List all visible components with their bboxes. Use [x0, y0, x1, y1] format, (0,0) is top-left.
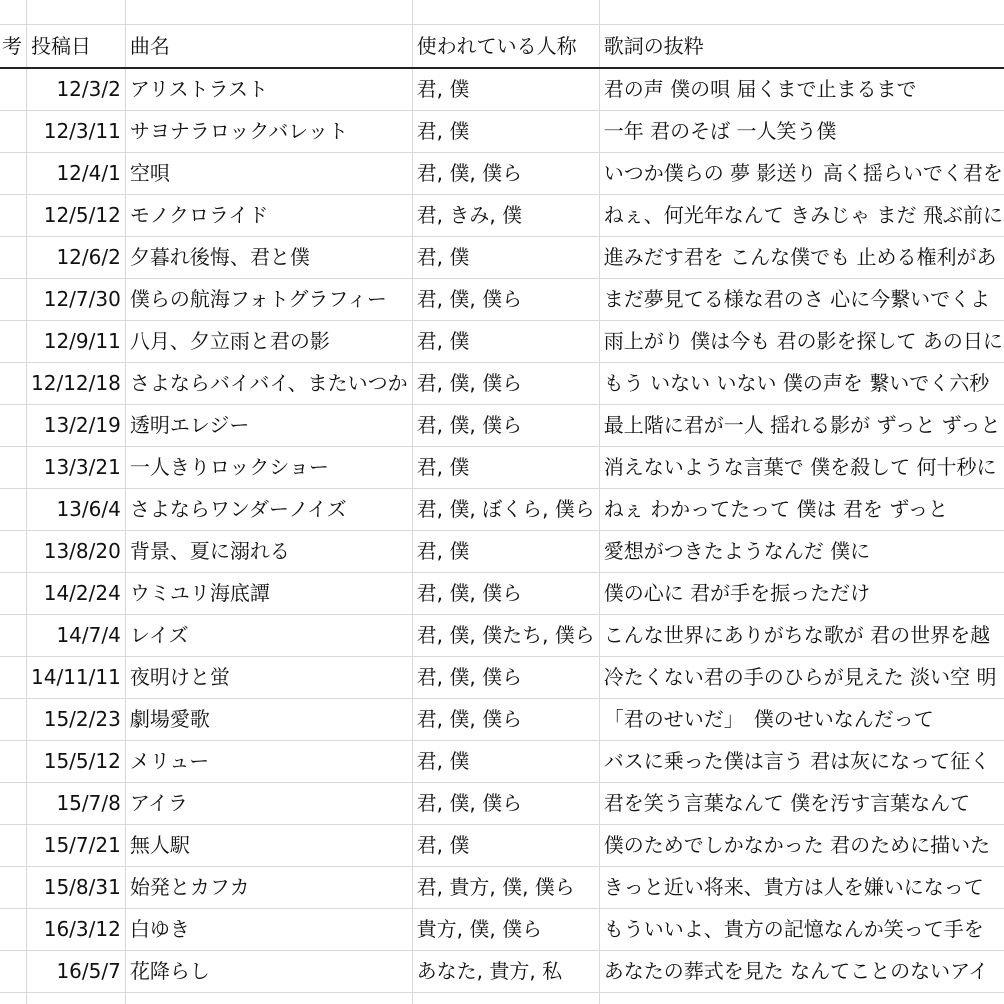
cell-notes[interactable] — [0, 195, 27, 237]
cell-lyric[interactable]: こんな世界にありがちな歌が 君の世界を越 — [599, 615, 1004, 657]
cell-person[interactable]: 君, 僕, 僕ら — [412, 657, 599, 699]
cell-notes[interactable] — [0, 825, 27, 867]
cell-notes[interactable] — [0, 783, 27, 825]
table-row — [0, 321, 1004, 363]
cell-notes[interactable] — [0, 405, 27, 447]
cell-lyric[interactable]: 一年 君のそば 一人笑う僕 — [599, 111, 1004, 153]
cell-lyric[interactable]: 「君のせいだ」 僕のせいなんだって — [599, 699, 1004, 741]
cell-notes[interactable] — [0, 321, 27, 363]
cell-title[interactable]: レイズ — [125, 615, 412, 657]
cell-title[interactable]: 無人駅 — [125, 825, 412, 867]
table-row — [0, 153, 1004, 195]
cell-notes[interactable] — [0, 909, 27, 951]
cell[interactable] — [0, 993, 27, 1004]
cell[interactable] — [599, 0, 1004, 25]
cell-lyric[interactable]: 君の声 僕の唄 届くまで止まるまで — [599, 68, 1004, 111]
cell-lyric[interactable]: バスに乗った僕は言う 君は灰になって征く — [599, 741, 1004, 783]
cell-title[interactable]: 白ゆき — [125, 909, 412, 951]
table-row — [0, 909, 1004, 951]
cell-title[interactable]: 僕らの航海フォトグラフィー — [125, 279, 412, 321]
table-row — [0, 447, 1004, 489]
table-row — [0, 237, 1004, 279]
cell-person[interactable]: 君, 僕 — [412, 237, 599, 279]
cell-title[interactable]: 劇場愛歌 — [125, 699, 412, 741]
cell-date[interactable]: 12/3/11 — [27, 111, 126, 153]
cell-title[interactable]: ウミユリ海底譚 — [125, 573, 412, 615]
cell-notes[interactable] — [0, 489, 27, 531]
cell-notes[interactable] — [0, 363, 27, 405]
cell-notes[interactable] — [0, 111, 27, 153]
cell-notes[interactable] — [0, 279, 27, 321]
cell-person[interactable]: 君, 僕 — [412, 321, 599, 363]
cell[interactable] — [412, 993, 599, 1004]
cell-title[interactable]: 花降らし — [125, 951, 412, 993]
cell-notes[interactable] — [0, 699, 27, 741]
cell-title[interactable]: 空唄 — [125, 153, 412, 195]
cell-lyric[interactable]: 最上階に君が一人 揺れる影が ずっと ずっと — [599, 405, 1004, 447]
cell-date[interactable]: 15/7/21 — [27, 825, 126, 867]
table-row — [0, 615, 1004, 657]
table-row — [0, 573, 1004, 615]
cell-notes[interactable] — [0, 615, 27, 657]
cell-date[interactable]: 15/8/31 — [27, 867, 126, 909]
cell[interactable] — [0, 0, 27, 25]
cell-person[interactable]: 君, 僕 — [412, 68, 599, 111]
cell-person[interactable]: 君, 僕 — [412, 447, 599, 489]
cell[interactable] — [599, 993, 1004, 1004]
header-cell-person[interactable]: 使われている人称 — [412, 25, 599, 69]
cell-title[interactable]: 一人きりロックショー — [125, 447, 412, 489]
header-cell-lyric[interactable]: 歌詞の抜粋 — [599, 25, 1004, 69]
cell-lyric[interactable]: 僕のためでしかなかった 君のために描いた — [599, 825, 1004, 867]
cell-person[interactable]: 君, 僕, 僕ら — [412, 699, 599, 741]
cell-notes[interactable] — [0, 657, 27, 699]
cell-date[interactable]: 12/7/30 — [27, 279, 126, 321]
cell-title[interactable]: さよならバイバイ、またいつか — [125, 363, 412, 405]
cell-date[interactable]: 12/5/12 — [27, 195, 126, 237]
cell[interactable] — [125, 0, 412, 25]
cell-person[interactable]: あなた, 貴方, 私 — [412, 951, 599, 993]
cell-notes[interactable] — [0, 68, 27, 111]
cell-lyric[interactable]: まだ夢見てる様な君のさ 心に今繋いでくよ — [599, 279, 1004, 321]
table-row — [0, 68, 1004, 111]
table-row — [0, 867, 1004, 909]
header-row — [0, 25, 1004, 69]
cell-person[interactable]: 君, 僕 — [412, 825, 599, 867]
blank-row — [0, 0, 1004, 25]
table-row — [0, 741, 1004, 783]
cell-notes[interactable] — [0, 447, 27, 489]
cell-title[interactable]: さよならワンダーノイズ — [125, 489, 412, 531]
table-row — [0, 531, 1004, 573]
table-row — [0, 111, 1004, 153]
cell-notes[interactable] — [0, 573, 27, 615]
cell-person[interactable]: 君, 僕 — [412, 531, 599, 573]
cell-person[interactable]: 君, 僕, ぼくら, 僕ら — [412, 489, 599, 531]
cell-title[interactable]: 始発とカフカ — [125, 867, 412, 909]
table-row — [0, 195, 1004, 237]
cell-person[interactable]: 君, 僕, 僕ら — [412, 405, 599, 447]
header-cell-date[interactable]: 投稿日 — [27, 25, 126, 69]
cell-lyric[interactable]: 雨上がり 僕は今も 君の影を探して あの日に — [599, 321, 1004, 363]
table-row — [0, 405, 1004, 447]
cell-notes[interactable] — [0, 951, 27, 993]
cell-notes[interactable] — [0, 237, 27, 279]
cell-title[interactable]: 八月、夕立雨と君の影 — [125, 321, 412, 363]
cell-date[interactable]: 16/3/12 — [27, 909, 126, 951]
table-row — [0, 657, 1004, 699]
table-row — [0, 279, 1004, 321]
cell-lyric[interactable]: もう いない いない 僕の声を 繋いでく六秒 — [599, 363, 1004, 405]
cell-title[interactable]: 背景、夏に溺れる — [125, 531, 412, 573]
cell-person[interactable]: 君, きみ, 僕 — [412, 195, 599, 237]
cell-person[interactable]: 君, 僕, 僕ら — [412, 279, 599, 321]
table-row — [0, 825, 1004, 867]
cell-date[interactable]: 12/9/11 — [27, 321, 126, 363]
cell-lyric[interactable]: 消えないような言葉で 僕を殺して 何十秒に — [599, 447, 1004, 489]
cell-date[interactable]: 15/2/23 — [27, 699, 126, 741]
cell[interactable] — [125, 993, 412, 1004]
cell-person[interactable]: 君, 僕, 僕たち, 僕ら — [412, 615, 599, 657]
cell-date[interactable]: 16/5/7 — [27, 951, 126, 993]
cell-date[interactable]: 12/4/1 — [27, 153, 126, 195]
cell[interactable] — [412, 0, 599, 25]
cell-date[interactable]: 14/2/24 — [27, 573, 126, 615]
cell-lyric[interactable]: ねぇ わかってたって 僕は 君を ずっと — [599, 489, 1004, 531]
cell-person[interactable]: 君, 僕 — [412, 111, 599, 153]
cell-person[interactable]: 君, 僕, 僕ら — [412, 363, 599, 405]
table-row — [0, 489, 1004, 531]
cell-notes[interactable] — [0, 741, 27, 783]
cell-date[interactable]: 14/7/4 — [27, 615, 126, 657]
cell-notes[interactable] — [0, 531, 27, 573]
cell-date[interactable]: 15/7/8 — [27, 783, 126, 825]
cell-title[interactable]: サヨナラロックバレット — [125, 111, 412, 153]
cell-date[interactable]: 12/12/18 — [27, 363, 126, 405]
cell-title[interactable]: アリストラスト — [125, 68, 412, 111]
cell-date[interactable]: 14/11/11 — [27, 657, 126, 699]
cell-notes[interactable] — [0, 867, 27, 909]
cell-lyric[interactable]: 進みだす君を こんな僕でも 止める権利があ — [599, 237, 1004, 279]
cell-title[interactable]: 透明エレジー — [125, 405, 412, 447]
table-row — [0, 363, 1004, 405]
cell-date[interactable]: 13/6/4 — [27, 489, 126, 531]
cell-lyric[interactable]: 愛想がつきたようなんだ 僕に — [599, 531, 1004, 573]
cell-person[interactable]: 貴方, 僕, 僕ら — [412, 909, 599, 951]
cell-date[interactable]: 13/8/20 — [27, 531, 126, 573]
cell-title[interactable]: メリュー — [125, 741, 412, 783]
cell-person[interactable]: 君, 僕 — [412, 741, 599, 783]
cell-date[interactable]: 13/3/21 — [27, 447, 126, 489]
cell-person[interactable]: 君, 僕, 僕ら — [412, 783, 599, 825]
cell-lyric[interactable]: いつか僕らの 夢 影送り 高く揺らいでく君を — [599, 153, 1004, 195]
cell-date[interactable]: 12/6/2 — [27, 237, 126, 279]
cell-date[interactable]: 13/2/19 — [27, 405, 126, 447]
cell-title[interactable]: 夜明けと蛍 — [125, 657, 412, 699]
cell-title[interactable]: アイラ — [125, 783, 412, 825]
cell[interactable] — [27, 993, 126, 1004]
cell-lyric[interactable]: あなたの葬式を見た なんてことのないアイ — [599, 951, 1004, 993]
table-row — [0, 951, 1004, 993]
cell-person[interactable]: 君, 僕, 僕ら — [412, 573, 599, 615]
cell-lyric[interactable]: きっと近い将来、貴方は人を嫌いになって — [599, 867, 1004, 909]
cell-lyric[interactable]: 君を笑う言葉なんて 僕を汚す言葉なんて — [599, 783, 1004, 825]
cell-person[interactable]: 君, 貴方, 僕, 僕ら — [412, 867, 599, 909]
cell-person[interactable]: 君, 僕, 僕ら — [412, 153, 599, 195]
header-cell-notes[interactable]: 考 — [0, 25, 27, 69]
cell-date[interactable]: 12/3/2 — [27, 68, 126, 111]
cell-notes[interactable] — [0, 153, 27, 195]
header-cell-title[interactable]: 曲名 — [125, 25, 412, 69]
cell-title[interactable]: モノクロライド — [125, 195, 412, 237]
cell[interactable] — [27, 0, 126, 25]
cell-lyric[interactable]: 冷たくない君の手のひらが見えた 淡い空 明 — [599, 657, 1004, 699]
cell-date[interactable]: 15/5/12 — [27, 741, 126, 783]
cell-lyric[interactable]: 僕の心に 君が手を振っただけ — [599, 573, 1004, 615]
table-row — [0, 993, 1004, 1004]
cell-lyric[interactable]: もういいよ、貴方の記憶なんか笑って手を — [599, 909, 1004, 951]
cell-title[interactable]: 夕暮れ後悔、君と僕 — [125, 237, 412, 279]
cell-lyric[interactable]: ねぇ、何光年なんて きみじゃ まだ 飛ぶ前に — [599, 195, 1004, 237]
table-row — [0, 783, 1004, 825]
table-row — [0, 699, 1004, 741]
